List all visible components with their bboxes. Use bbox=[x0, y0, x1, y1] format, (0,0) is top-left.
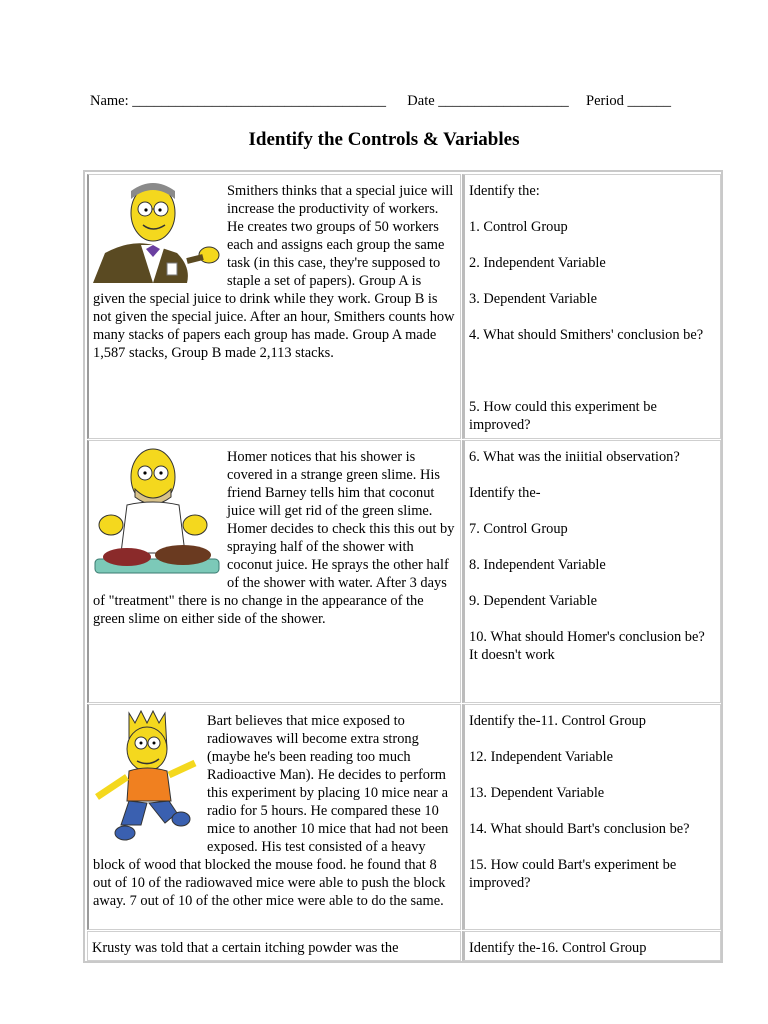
worksheet-table bbox=[83, 170, 723, 963]
date-blank[interactable]: __________________ bbox=[438, 93, 569, 109]
bart-picture bbox=[91, 709, 201, 848]
question-8: 8. Independent Variable bbox=[469, 557, 606, 573]
story-cell bbox=[87, 174, 461, 439]
story-krusty: Krusty was told that a certain itching powder was the bbox=[92, 940, 399, 956]
questions-cell bbox=[462, 931, 721, 961]
date-label: Date bbox=[407, 93, 435, 109]
question-5: 5. How could this experiment be improved? bbox=[469, 399, 657, 433]
answer-10: It doesn't work bbox=[469, 647, 555, 663]
smithers-picture bbox=[91, 179, 221, 288]
question-15: 15. How could Bart's experiment be improved? bbox=[469, 857, 677, 891]
question-1: 1. Control Group bbox=[469, 219, 568, 235]
story-cell bbox=[87, 931, 461, 961]
questions-cell bbox=[462, 440, 721, 703]
name-blank[interactable]: ___________________________________ bbox=[132, 93, 387, 109]
story-cell bbox=[87, 440, 461, 703]
story-smithers: Smithers thinks that a special juice will increase the productivity of workers. He creates two groups of 50 workers each and assigns each group the same task (in this case, they're supposed to staple a set of papers). Group A is given the special juice to drink while they work. Group B is not given the special juice. After an hour, Smithers counts how many stacks of papers each group has made. Group A made 1,587 stacks, Group B made 2,113 stacks. bbox=[93, 183, 455, 361]
table-row bbox=[87, 704, 721, 930]
story-homer: Homer notices that his shower is covered in a strange green slime. His friend Barney tells him that coconut juice will get rid of the green slime. Homer decides to check this this out by spraying half of the shower with coconut juice. He sprays the other half of the shower with water. After 3 days of "treatment" there is no change in the appearance of the green slime on either side of the shower. bbox=[93, 449, 455, 627]
homer-picture bbox=[91, 445, 221, 584]
table-row bbox=[87, 931, 721, 961]
question-4: 4. What should Smithers' conclusion be? bbox=[469, 327, 704, 343]
period-label: Period bbox=[586, 93, 624, 109]
table-row bbox=[87, 440, 721, 703]
name-label: Name: bbox=[90, 93, 129, 109]
question-7: 7. Control Group bbox=[469, 521, 568, 537]
question-3: 3. Dependent Variable bbox=[469, 291, 598, 307]
question-2: 2. Independent Variable bbox=[469, 255, 606, 271]
table-row bbox=[87, 174, 721, 439]
question-12: 12. Independent Variable bbox=[469, 749, 613, 765]
question-prompt: Identify the: bbox=[469, 183, 540, 199]
question-11: Identify the-11. Control Group bbox=[469, 713, 646, 729]
period-blank[interactable]: ______ bbox=[627, 93, 672, 109]
question-prompt: Identify the- bbox=[469, 485, 541, 501]
question-10: 10. What should Homer's conclusion be? bbox=[469, 629, 705, 645]
questions-cell bbox=[462, 174, 721, 439]
question-16: Identify the-16. Control Group bbox=[469, 940, 647, 956]
story-bart: Bart believes that mice exposed to radiowaves will become extra strong (maybe he's been reading too much Radioactive Man). He decides to perform this experiment by placing 10 mice near a radio for 5 hours. He compared these 10 mice to another 10 mice that had not been exposed. His test consisted of a heavy block of wood that blocked the mouse food. he found that 8 out of 10 of the radiowaved mice were able to push the block away. 7 out of 10 of the other mice were able to do the same. bbox=[93, 713, 449, 909]
story-cell bbox=[87, 704, 461, 930]
question-9: 9. Dependent Variable bbox=[469, 593, 598, 609]
question-6: 6. What was the iniitial observation? bbox=[469, 449, 680, 465]
questions-cell bbox=[462, 704, 721, 930]
page-title: Identify the Controls & Variables bbox=[248, 129, 520, 150]
student-info-header bbox=[90, 93, 690, 110]
question-14: 14. What should Bart's conclusion be? bbox=[469, 821, 690, 837]
question-13: 13. Dependent Variable bbox=[469, 785, 605, 801]
